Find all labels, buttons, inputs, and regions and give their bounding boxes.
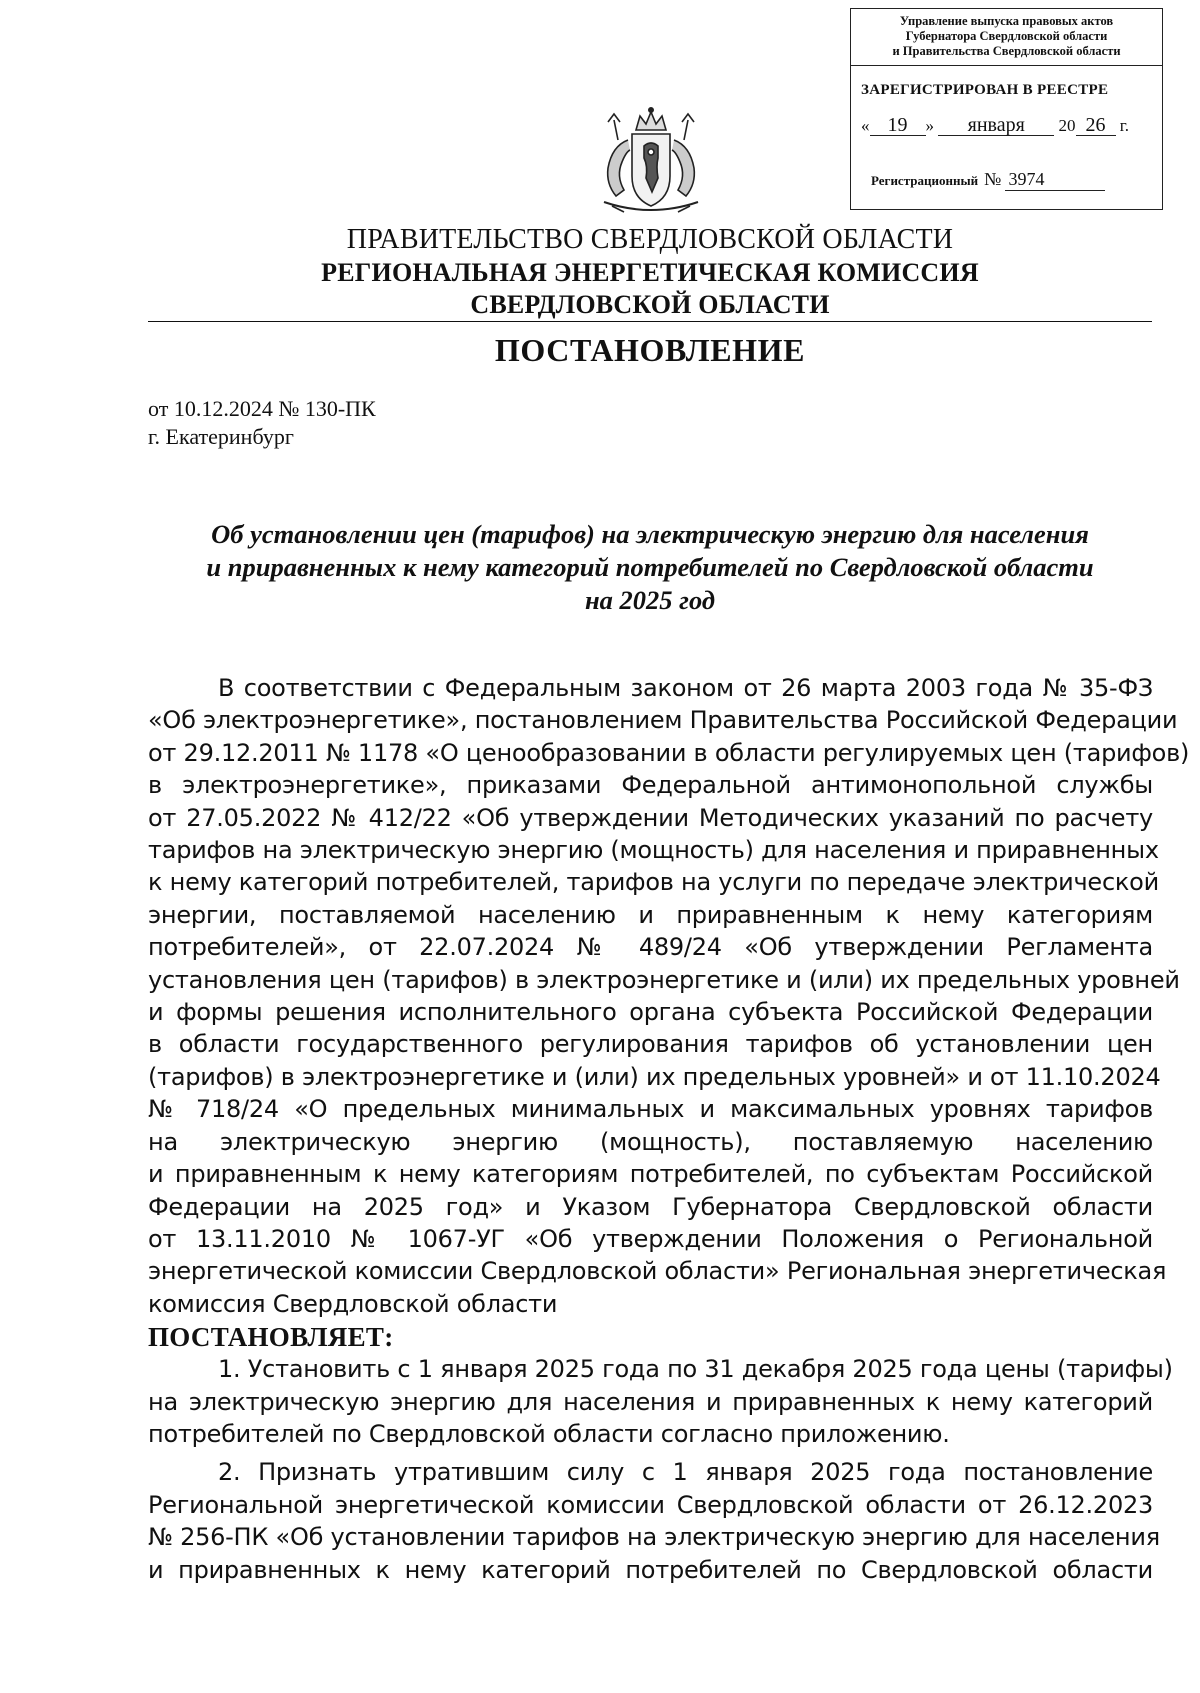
preamble-line: от 13.11.2010 № 1067-УГ «Об утверждении Положения о Региональной xyxy=(148,1224,1153,1253)
coat-of-arms-emblem xyxy=(584,106,718,216)
preamble-line: и формы решения исполнительного органа субъекта Российской Федерации xyxy=(148,998,1153,1027)
preamble-line: в электроэнергетике», приказами Федеральной антимонопольной службы xyxy=(148,771,1153,800)
item-line: 1. Установить с 1 января 2025 года по 31 декабря 2025 года цены (тарифы) xyxy=(218,1355,1173,1384)
item-line: на электрическую энергию для населения и приравненных к нему категорий xyxy=(148,1387,1153,1416)
resolves-heading: ПОСТАНОВЛЯЕТ: xyxy=(148,1322,394,1353)
stamp-quote-close: » xyxy=(925,116,934,135)
stamp-quote-open: « xyxy=(861,116,870,135)
preamble-line: установления цен (тарифов) в электроэнергетике и (или) их предельных уровней xyxy=(148,965,1180,994)
document-title xyxy=(148,518,1152,617)
stamp-title: ЗАРЕГИСТРИРОВАН В РЕЕСТРЕ xyxy=(861,82,1109,98)
preamble-paragraph xyxy=(148,672,1190,1320)
document-type: ПОСТАНОВЛЕНИЕ xyxy=(494,332,806,368)
document-city: г. Екатеринбург xyxy=(148,424,294,449)
commission-name-line2: СВЕРДЛОВСКОЙ ОБЛАСТИ xyxy=(470,290,830,319)
stamp-header xyxy=(851,9,1162,66)
stamp-reg-label: Регистрационный xyxy=(871,173,979,188)
stamp-header-line: Губернатора Свердловской области xyxy=(905,29,1108,43)
stamp-year-prefix: 20 xyxy=(1058,116,1076,135)
preamble-line: потребителей», от 22.07.2024 № 489/24 «Об утверждении Регламента xyxy=(148,933,1153,962)
item-2-paragraph xyxy=(148,1456,1160,1586)
stamp-reg-number: 3974 xyxy=(1005,169,1105,191)
preamble-line: от 29.12.2011 № 1178 «О ценообразовании в области регулируемых цен (тарифов) xyxy=(148,738,1190,767)
stamp-registration xyxy=(871,169,1105,191)
title-line: Об установлении цен (тарифов) на электрическую энергию для населения xyxy=(211,519,1089,549)
stamp-month: января xyxy=(938,115,1054,136)
preamble-line: (тарифов) в электроэнергетике и (или) их предельных уровней» и от 11.10.2024 xyxy=(148,1062,1161,1091)
item-1-paragraph xyxy=(148,1353,1173,1450)
stamp-header-line: и Правительства Свердловской области xyxy=(892,44,1121,58)
preamble-line: тарифов на электрическую энергию (мощность) для населения и приравненных xyxy=(148,836,1159,865)
preamble-line: В соответствии с Федеральным законом от 26 марта 2003 года № 35-ФЗ xyxy=(218,674,1153,702)
preamble-line: энергии, поставляемой населению и приравненным к нему категориям xyxy=(148,900,1153,929)
item-line: № 256-ПК «Об установлении тарифов на электрическую энергию для населения xyxy=(148,1523,1160,1552)
item-line: 2. Признать утратившим силу с 1 января 2025 года постановление xyxy=(218,1458,1153,1487)
title-line: и приравненных к нему категорий потребителей по Свердловской области xyxy=(206,552,1094,582)
stamp-year-suffix: 26 xyxy=(1076,115,1116,136)
header-divider xyxy=(148,321,1152,322)
preamble-line: комиссия Свердловской области xyxy=(148,1289,558,1318)
preamble-line: № 718/24 «О предельных минимальных и максимальных уровнях тарифов xyxy=(148,1095,1153,1124)
document-date-number: от 10.12.2024 № 130-ПК xyxy=(148,396,376,421)
preamble-line: от 27.05.2022 № 412/22 «Об утверждении Методических указаний по расчету xyxy=(148,803,1153,832)
title-line: на 2025 год xyxy=(584,585,716,615)
preamble-line: Федерации на 2025 год» и Указом Губернатора Свердловской области xyxy=(148,1192,1153,1221)
item-line: Региональной энергетической комиссии Свердловской области от 26.12.2023 xyxy=(148,1490,1153,1519)
preamble-line: в области государственного регулирования тарифов об установлении цен xyxy=(148,1030,1153,1059)
preamble-line: «Об электроэнергетике», постановлением Правительства Российской Федерации xyxy=(148,706,1178,735)
commission-name-line1: РЕГИОНАЛЬНАЯ ЭНЕРГЕТИЧЕСКАЯ КОМИССИЯ xyxy=(321,258,979,287)
registration-stamp xyxy=(850,8,1163,210)
stamp-date xyxy=(861,115,1129,136)
stamp-day: 19 xyxy=(870,115,926,136)
item-line: и приравненных к нему категорий потребителей по Свердловской области xyxy=(148,1555,1153,1584)
preamble-line: на электрическую энергию (мощность), поставляемую населению xyxy=(148,1127,1153,1156)
government-name: ПРАВИТЕЛЬСТВО СВЕРДЛОВСКОЙ ОБЛАСТИ xyxy=(346,224,954,255)
preamble-line: и приравненным к нему категориям потребителей, по субъектам Российской xyxy=(148,1160,1153,1189)
stamp-year-unit: г. xyxy=(1119,116,1130,135)
document-body xyxy=(148,672,1190,1586)
preamble-line: к нему категорий потребителей, тарифов на услуги по передаче электрической xyxy=(148,868,1159,897)
item-line: потребителей по Свердловской области согласно приложению. xyxy=(148,1419,950,1448)
preamble-line: энергетической комиссии Свердловской области» Региональная энергетическая xyxy=(148,1257,1167,1286)
stamp-header-line: Управление выпуска правовых актов xyxy=(899,14,1114,28)
stamp-reg-sign: № xyxy=(984,169,1002,189)
